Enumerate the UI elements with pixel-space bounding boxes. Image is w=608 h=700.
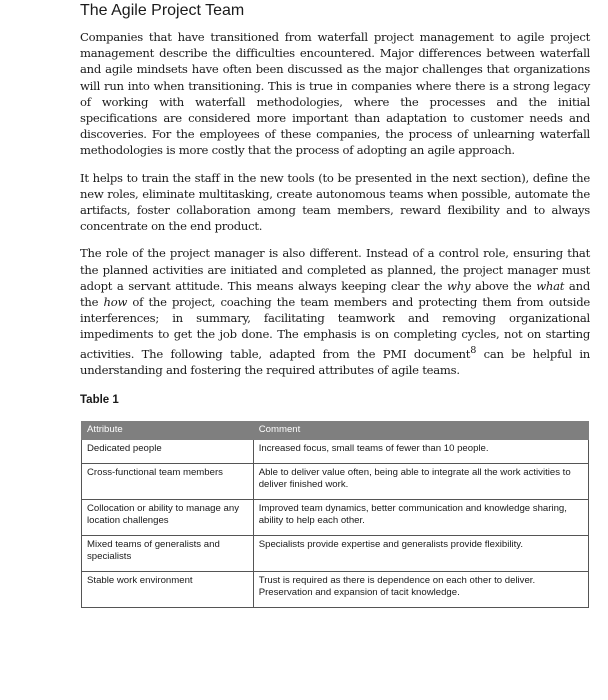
paragraph-2: It helps to train the staff in the new tools (to be presented in the next section), define the new roles, eliminate multitasking, create autonomous teams when possible, automate the artifacts, foster collaboration among team members, reward flexibility and to always concentrate on the end product. <box>80 170 590 234</box>
comment-cell: Able to deliver value often, being able to integrate all the work activities to deliver finished work. <box>253 463 588 499</box>
attribute-cell: Stable work environment <box>82 571 254 607</box>
paragraph-3 <box>80 245 590 377</box>
table-row <box>82 463 589 499</box>
table-row <box>82 439 589 463</box>
table-caption: Table 1 <box>80 393 119 406</box>
attribute-cell: Dedicated people <box>82 439 254 463</box>
table-row <box>82 535 589 571</box>
section-title: The Agile Project Team <box>80 2 245 19</box>
header-attribute: Attribute <box>82 421 254 439</box>
paragraph-3-text-d: of the project, coaching the team members and protecting them from outside interferences; in summary, facilitating teamwork and removing organizational impediments to get the job done. The emphasis is on completing cycles, not on starting activities. The following table, adapted from the PMI document <box>80 295 590 361</box>
comment-cell: Trust is required as there is dependence on each other to deliver. Preservation and expansion of tacit knowledge. <box>253 571 588 607</box>
attributes-table <box>81 421 589 608</box>
table-row <box>82 499 589 535</box>
table-header-row <box>82 421 589 439</box>
paragraph-3-text-c: and the <box>80 278 590 310</box>
attribute-cell: Collocation or ability to manage any location challenges <box>82 499 254 535</box>
emphasis-why: why <box>447 278 471 293</box>
emphasis-what: what <box>536 278 565 293</box>
footnote-reference[interactable]: 8 <box>470 344 477 356</box>
paragraph-3-text-b: above the <box>470 278 537 293</box>
comment-cell: Improved team dynamics, better communication and knowledge sharing, ability to help each other. <box>253 499 588 535</box>
emphasis-how: how <box>103 295 128 310</box>
comment-cell: Specialists provide expertise and generalists provide flexibility. <box>253 535 588 571</box>
document-page <box>80 0 590 608</box>
paragraph-1: Companies that have transitioned from waterfall project management to agile project management describe the difficulties encountered. Major differences between waterfall and agile mindsets have often been discussed as the major challenges that organizations will run into when transitioning. This is true in companies where there is a strong legacy of working with waterfall methodologies, where the processes and the initial specifications are considered more important than adaptation to customer needs and discoveries. For the employees of these companies, the process of unlearning waterfall methodologies is more costly that the process of adopting an agile approach. <box>80 30 590 158</box>
paragraph-3-text-e: can be helpful in understanding and fostering the required attributes of agile teams. <box>80 346 590 377</box>
paragraph-3-text-a: The role of the project manager is also different. Instead of a control role, ensuring that the planned activities are initiated and completed as planned, the project manager must adopt a servant attitude. This means always keeping clear the <box>80 246 590 293</box>
attribute-cell: Mixed teams of generalists and specialists <box>82 535 254 571</box>
attribute-cell: Cross-functional team members <box>82 463 254 499</box>
comment-cell: Increased focus, small teams of fewer than 10 people. <box>253 439 588 463</box>
table-row <box>82 571 589 607</box>
header-comment: Comment <box>253 421 588 439</box>
